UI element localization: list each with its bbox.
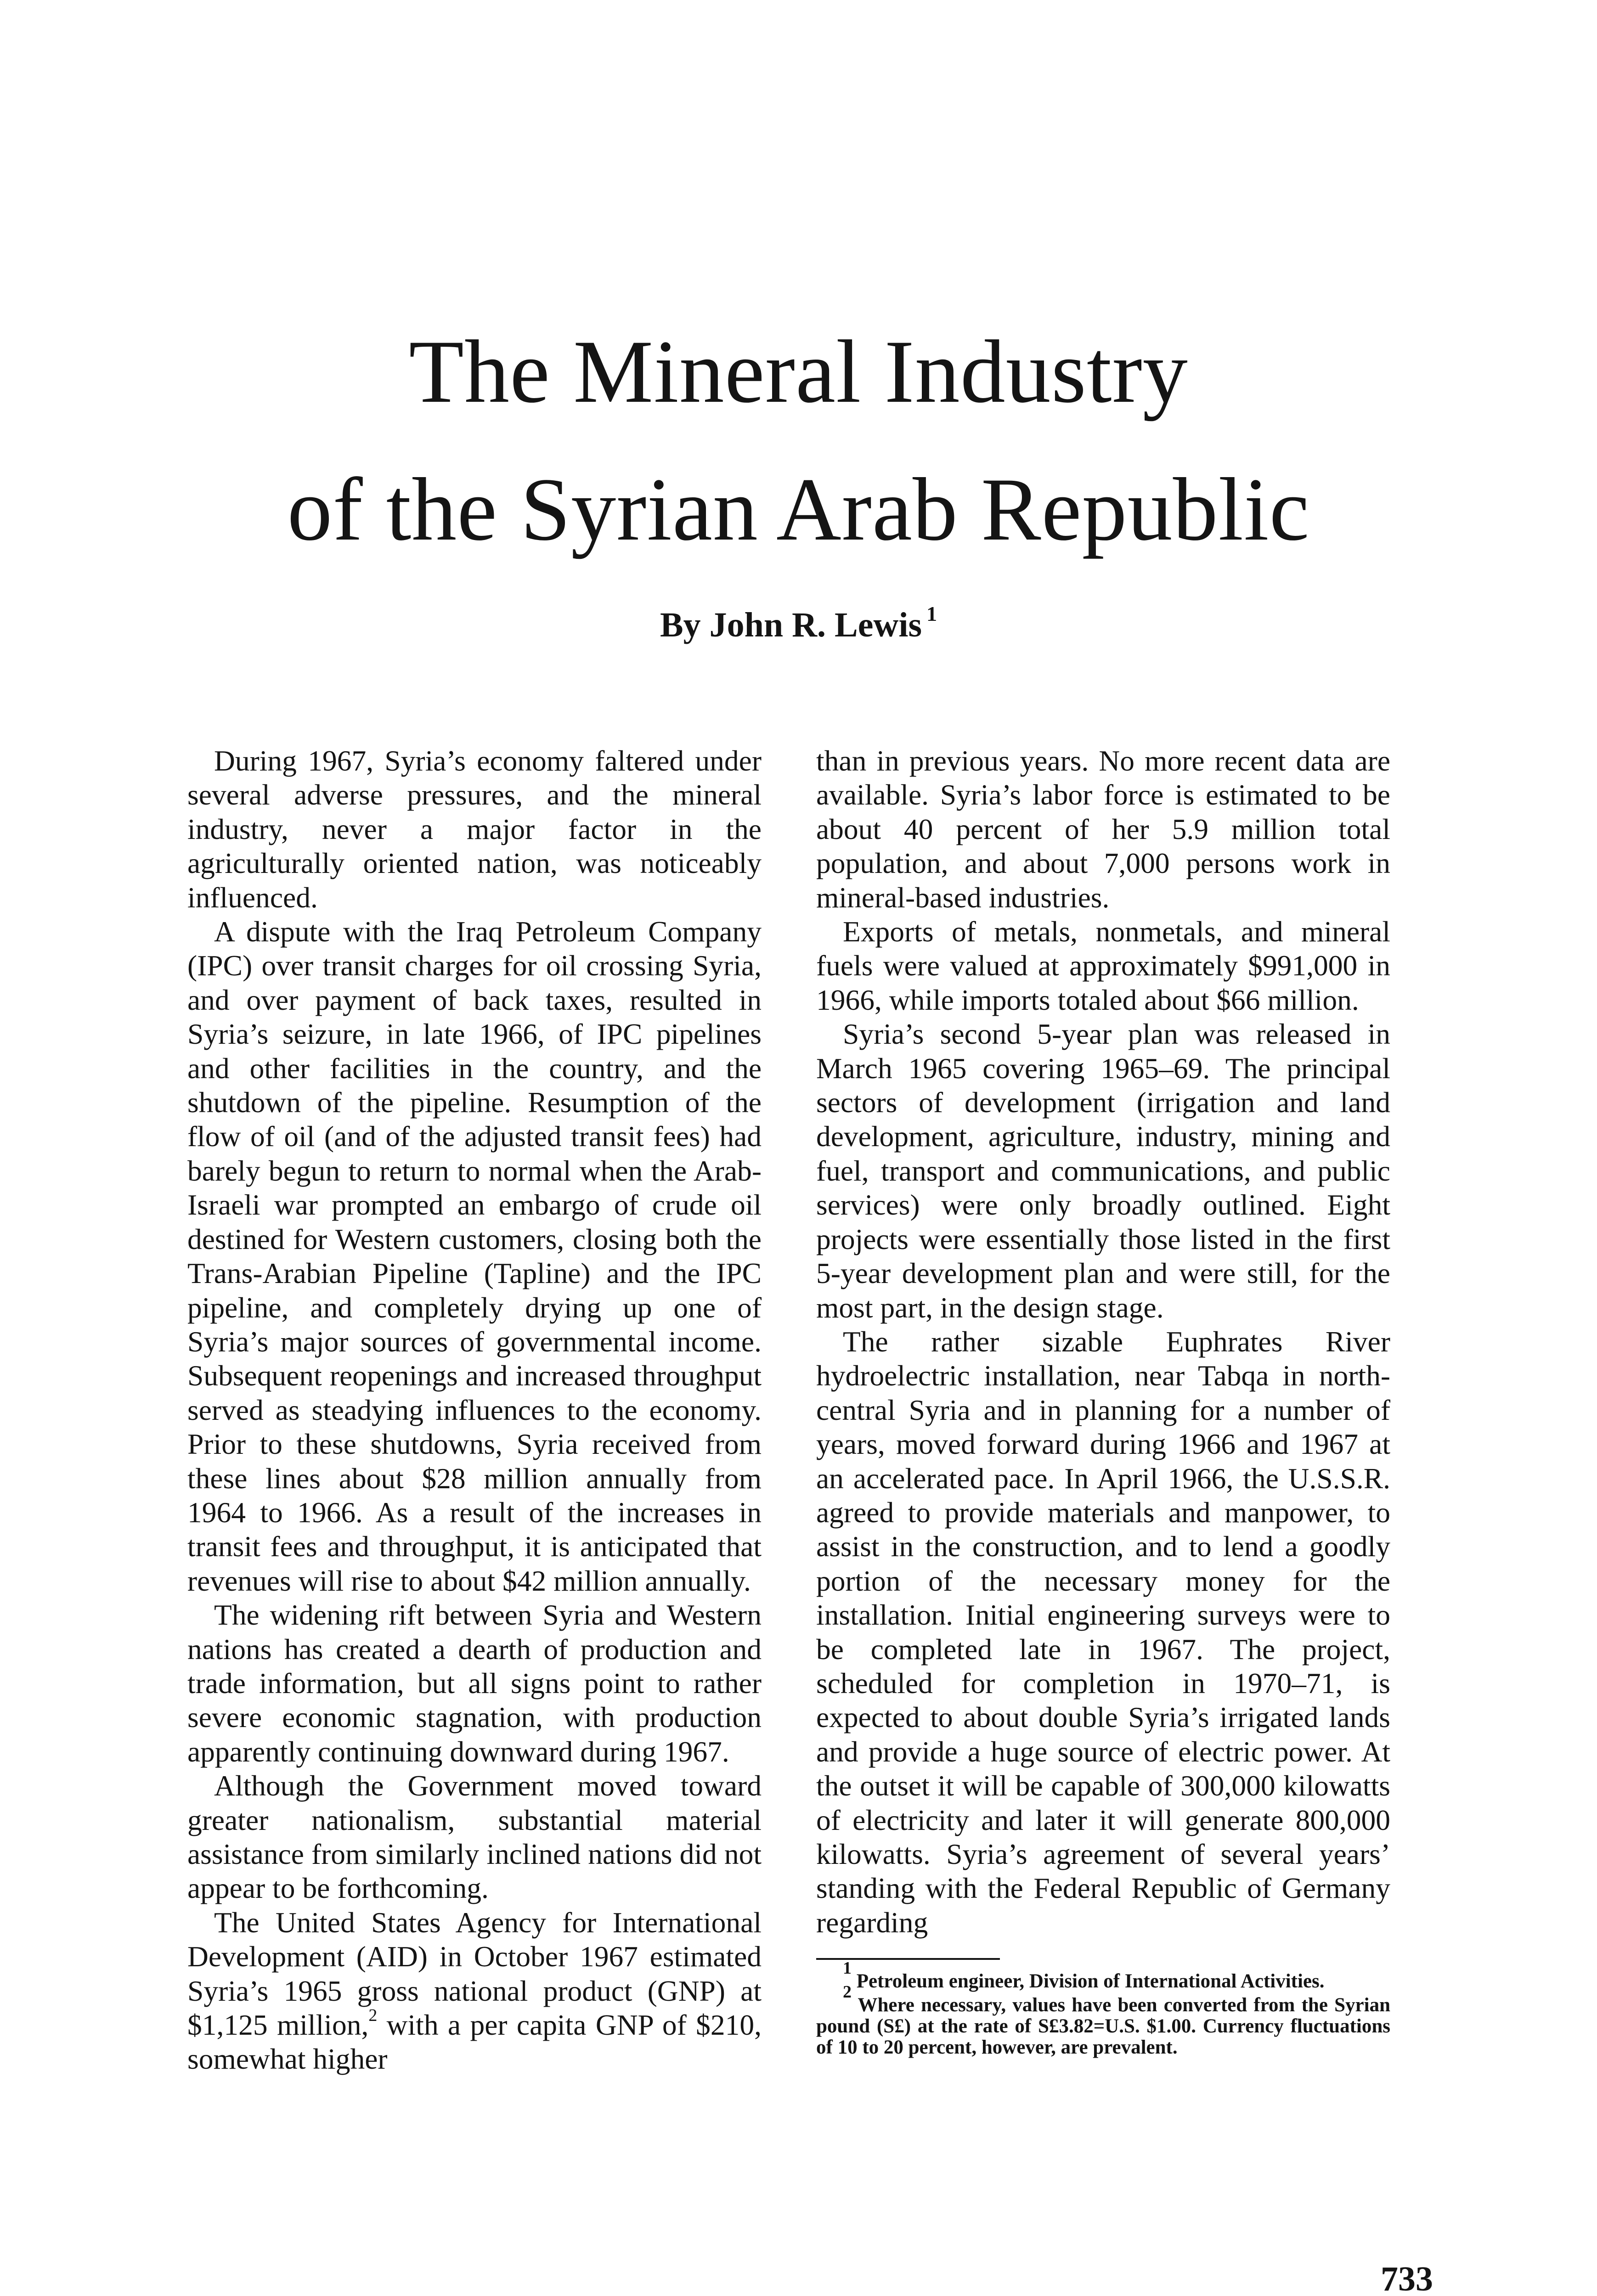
footnote-1-marker: 1 bbox=[843, 1958, 852, 1978]
footnote-2-text: Where necessary, values have been converted from the Syrian pound (S£) at the rate of S£3.82=U.S. $1.00. Currency fluctuations of 10 to 20 percent, however, are prevalent. bbox=[816, 1994, 1390, 2059]
paragraph-4: Although the Government moved toward greater nationalism, substantial material assistance from similarly inclined nations did not appear to be forthcoming. bbox=[187, 1769, 762, 1905]
right-column bbox=[816, 744, 1390, 2058]
paragraph-6: Exports of metals, nonmetals, and mineral fuels were valued at approximately $991,000 in 1966, while imports totaled about $66 million. bbox=[816, 915, 1390, 1016]
footnote-2 bbox=[816, 1982, 1390, 2059]
byline bbox=[0, 602, 1597, 645]
article-title bbox=[0, 303, 1597, 579]
paragraph-5-text-b: with a per capita GNP of $210, somewhat higher bbox=[187, 2009, 762, 2076]
paragraph-7: Syria’s second 5-year plan was released in March 1965 covering 1965–69. The principal sectors of development (irrigation and land development, agriculture, industry, mining and fuel, transport and communications, and public services) were only broadly outlined. Eight projects were essentially those listed in the first 5-year development plan and were still, for the most part, in the design stage. bbox=[816, 1018, 1390, 1324]
paragraph-8: The rather sizable Euphrates River hydroelectric installation, near Tabqa in north-central Syria and in planning for a number of years, moved forward during 1966 and 1967 at an accelerated pace. In April 1966, the U.S.S.R. agreed to provide materials and manpower, to assist in the construction, and to lend a goodly portion of the necessary money for the installation. Initial engineering surveys were to be completed late in 1967. The project, scheduled for completion in 1970–71, is expected to about double Syria’s irrigated lands and provide a huge source of electric power. At the outset it will be capable of 300,000 kilowatts of electricity and later it will generate 800,000 kilowatts. Syria’s agreement of several years’ standing with the Federal Republic of Germany regarding bbox=[816, 1325, 1390, 1939]
paragraph-5-text-a: The United States Agency for International Development (AID) in October 1967 estimated Syria’s 1965 gross national product (GNP) at $1,125 million, bbox=[187, 1906, 762, 2042]
paragraph-1: During 1967, Syria’s economy faltered under several adverse pressures, and the mineral industry, never a major factor in the agriculturally oriented nation, was noticeably influenced. bbox=[187, 744, 762, 914]
page-number: 733 bbox=[1381, 2260, 1433, 2296]
left-column bbox=[187, 744, 762, 2077]
title-line-2: of the Syrian Arab Republic bbox=[287, 460, 1310, 559]
paragraph-3: The widening rift between Syria and Western nations has created a dearth of production and trade information, but all signs point to rather severe economic stagnation, with production apparently continuing downward during 1967. bbox=[187, 1598, 762, 1768]
byline-footnote-marker: 1 bbox=[926, 602, 937, 625]
paragraph-5 bbox=[187, 1906, 762, 2077]
paragraph-2: A dispute with the Iraq Petroleum Company (IPC) over transit charges for oil crossing Syria, and over payment of back taxes, resulted in Syria’s seizure, in late 1966, of IPC pipelines and other facilities in the country, and the shutdown of the pipeline. Resumption of the flow of oil (and of the adjusted transit fees) had barely begun to return to normal when the Arab-Israeli war prompted an embargo of crude oil destined for Western customers, closing both the Trans-Arabian Pipeline (Tapline) and the IPC pipeline, and completely drying up one of Syria’s major sources of governmental income. Subsequent reopenings and increased throughput served as steadying influences to the economy. Prior to these shutdowns, Syria received from these lines about $28 million annually from 1964 to 1966. As a result of the increases in transit fees and throughput, it is anticipated that revenues will rise to about $42 million annually. bbox=[187, 915, 762, 1597]
footnote-1-text: Petroleum engineer, Division of International Activities. bbox=[856, 1970, 1325, 1992]
footnote-2-marker: 2 bbox=[843, 1982, 852, 2002]
footnote-1 bbox=[816, 1958, 1390, 1992]
footnote-marker-2: 2 bbox=[368, 2006, 378, 2026]
paragraph-5-continued: than in previous years. No more recent data are available. Syria’s labor force is estimated to be about 40 percent of her 5.9 million total population, and about 7,000 persons work in mineral-based industries. bbox=[816, 744, 1390, 914]
author-name: By John R. Lewis bbox=[660, 606, 922, 644]
title-line-1: The Mineral Industry bbox=[409, 322, 1188, 422]
